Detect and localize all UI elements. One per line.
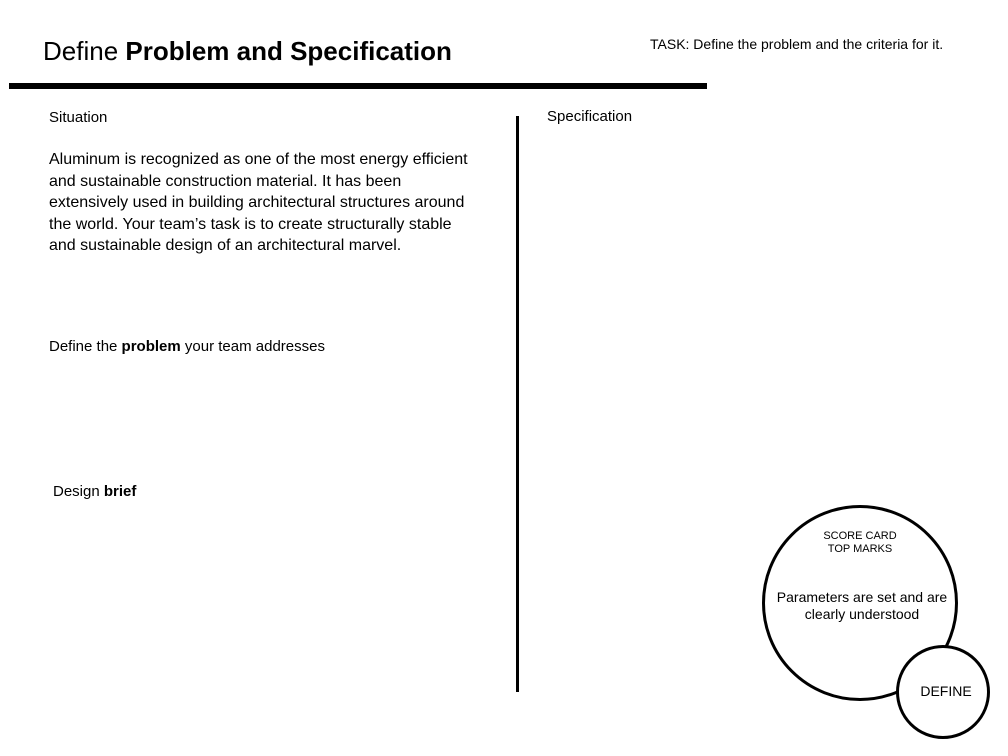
score-card-title-line1: SCORE CARD bbox=[823, 530, 897, 542]
score-card-title-line2: TOP MARKS bbox=[827, 543, 893, 555]
situation-text: Aluminum is recognized as one of the most energy efficient and sustainable construction material. It has been extensively used in building architectural structures around the world. Your team’s task is to create structurally stable and sustainable design of an architectural marvel. bbox=[49, 151, 468, 255]
design-brief-plain: Design bbox=[53, 483, 104, 500]
problem-prompt-bold: problem bbox=[121, 338, 181, 355]
problem-prompt-before: Define the bbox=[49, 338, 122, 355]
page-title bbox=[43, 36, 452, 67]
column-divider bbox=[516, 116, 519, 692]
problem-prompt-after: your team addresses bbox=[180, 338, 325, 355]
design-brief-label bbox=[53, 483, 136, 501]
task-statement: TASK: Define the problem and the criteria for it. bbox=[650, 36, 944, 52]
design-brief-bold: brief bbox=[103, 483, 137, 500]
page-title-plain: Define bbox=[43, 36, 126, 66]
page-title-bold: Problem and Specification bbox=[125, 36, 452, 66]
score-card-description: Parameters are set and are clearly understood bbox=[776, 589, 948, 622]
situation-label: Situation bbox=[49, 109, 108, 126]
score-card-title bbox=[762, 530, 958, 556]
specification-label: Specification bbox=[547, 108, 633, 125]
header-divider bbox=[9, 83, 707, 89]
problem-prompt bbox=[49, 338, 325, 356]
define-stage-label: DEFINE bbox=[920, 683, 972, 699]
